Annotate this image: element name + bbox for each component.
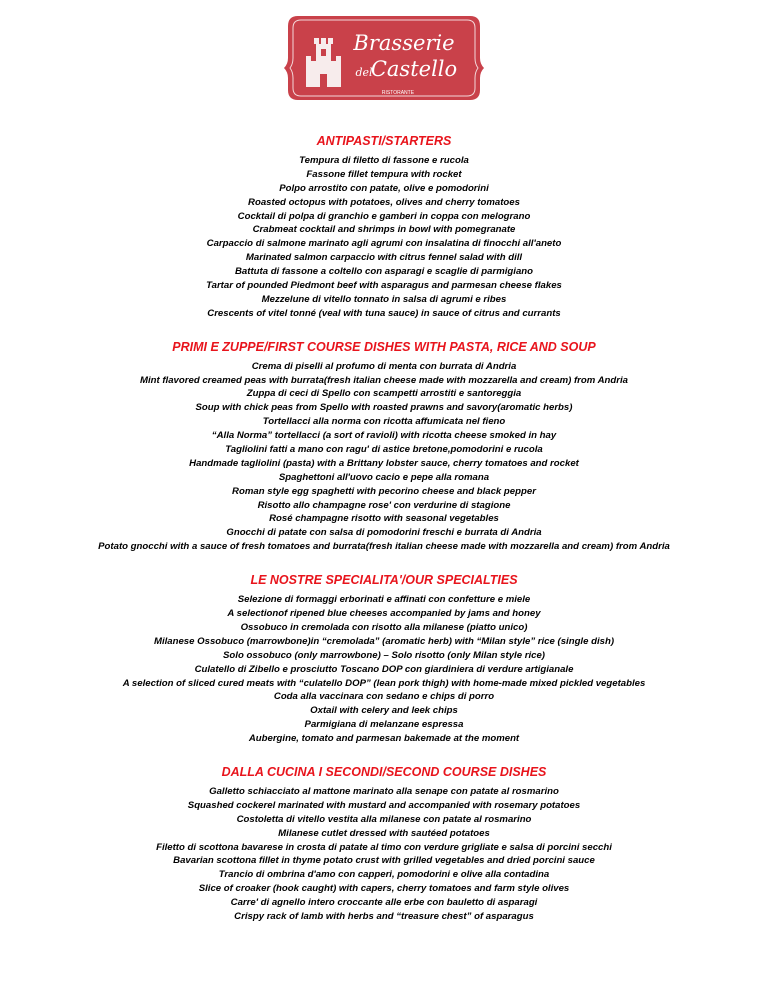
- menu-section: [0, 571, 768, 746]
- menu-content: [0, 132, 768, 924]
- menu-item: Mezzelune di vitello tonnato in salsa di agrumi e ribes: [261, 293, 507, 305]
- logo-text-ristorante: RISTORANTE: [381, 90, 415, 96]
- menu-item: Ossobuco in cremolada con risotto alla milanese (piatto unico): [240, 621, 528, 633]
- menu-section: [0, 763, 768, 924]
- section-gap: [0, 746, 768, 763]
- menu-item: “Alla Norma” tortellacci (a sort of ravioli) with ricotta cheese smoked in hay: [211, 430, 557, 442]
- menu-item: Milanese Ossobuco (marrowbone)in “cremolada” (aromatic herb) with “Milan style” rice (single dish): [153, 635, 615, 647]
- menu-item: Coda alla vaccinara con sedano e chips di porro: [273, 691, 495, 703]
- menu-item: Handmade tagliolini (pasta) with a Brittany lobster sauce, cherry tomatoes and rocket: [189, 457, 579, 469]
- menu-item: Milanese cutlet dressed with sautéed potatoes: [278, 827, 490, 839]
- menu-item: Costoletta di vitello vestita alla milanese con patate al rosmarino: [236, 813, 532, 825]
- logo-text-del: del: [355, 66, 373, 79]
- menu-item: Potato gnocchi with a sauce of fresh tomatoes and burrata(fresh italian cheese made with mozzarella and cream) from Andria: [98, 541, 670, 553]
- section-gap: [0, 321, 768, 338]
- section-title: DALLA CUCINA I SECONDI/SECOND COURSE DISHES: [221, 764, 547, 779]
- menu-item: Parmigiana di melanzane espressa: [304, 719, 464, 731]
- menu-item: Tartar of pounded Piedmont beef with asparagus and parmesan cheese flakes: [206, 280, 562, 292]
- section-title: PRIMI E ZUPPE/FIRST COURSE DISHES WITH PASTA, RICE AND SOUP: [172, 339, 596, 354]
- menu-item: Oxtail with celery and leek chips: [310, 705, 458, 717]
- menu-item: Rosé champagne risotto with seasonal vegetables: [269, 513, 499, 525]
- menu-item: Crescents of vitel tonné (veal with tuna sauce) in sauce of citrus and currants: [207, 307, 561, 319]
- menu-item: Squashed cockerel marinated with mustard and accompanied with rosemary potatoes: [187, 799, 581, 811]
- section-title: ANTIPASTI/STARTERS: [316, 134, 452, 148]
- menu-item: Carpaccio di salmone marinato agli agrumi con insalatina di finocchi all'aneto: [206, 238, 562, 250]
- menu-item: Soup with chick peas from Spello with roasted prawns and savory(aromatic herbs): [195, 402, 573, 414]
- menu-item: Crema di piselli al profumo di menta con burrata di Andria: [251, 360, 517, 372]
- menu-item: Battuta di fassone a coltello con asparagi e scaglie di parmigiano: [234, 266, 534, 278]
- menu-item: Spaghettoni all'uovo cacio e pepe alla romana: [278, 471, 490, 483]
- menu-item: Culatello di Zibello e prosciutto Toscano DOP con giardiniera di verdure artigianale: [194, 663, 574, 675]
- menu-item: Gnocchi di patate con salsa di pomodorini freschi e burrata di Andria: [226, 527, 542, 539]
- menu-item: A selectionof ripened blue cheeses accompanied by jams and honey: [227, 608, 541, 620]
- menu-item: Tagliolini fatti a mano con ragu' di astice bretone,pomodorini e rucola: [225, 444, 543, 456]
- menu-item: Aubergine, tomato and parmesan bakemade at the moment: [248, 733, 520, 745]
- section-title: LE NOSTRE SPECIALITA'/OUR SPECIALTIES: [250, 573, 518, 588]
- menu-item: Bavarian scottona fillet in thyme potato crust with grilled vegetables and dried porcini sauce: [173, 855, 595, 867]
- menu-item: Selezione di formaggi erborinati e affinati con confetture e miele: [237, 594, 531, 606]
- menu-item: Roasted octopus with potatoes, olives and cherry tomatoes: [248, 196, 520, 208]
- logo-text-brasserie: Brasserie: [353, 31, 455, 55]
- menu-item: Tempura di filetto di fassone e rucola: [299, 155, 469, 166]
- menu-item: Marinated salmon carpaccio with citrus fennel salad with dill: [245, 252, 523, 264]
- menu-item: Solo ossobuco (only marrowbone) – Solo risotto (only Milan style rice): [223, 649, 545, 661]
- menu-item: Crabmeat cocktail and shrimps in bowl with pomegranate: [252, 224, 516, 236]
- menu-item: Crispy rack of lamb with herbs and “treasure chest” of asparagus: [234, 910, 534, 922]
- menu-item: Filetto di scottona bavarese in crosta di patate al timo con verdure grigliate e salsa di porcini secchi: [156, 841, 612, 853]
- menu-item: Mint flavored creamed peas with burrata(fresh italian cheese made with mozzarella and cream) from Andria: [139, 374, 628, 386]
- menu-item: Risotto allo champagne rose' con verdurine di stagione: [257, 499, 511, 511]
- menu-item: Zuppa di ceci di Spello con scampetti arrostiti e santoreggia: [246, 388, 522, 400]
- menu-section: [0, 338, 768, 554]
- menu-item: Cocktail di polpa di granchio e gamberi in coppa con melograno: [237, 210, 531, 222]
- menu-item: Tortellacci alla norma con ricotta affumicata nel fieno: [262, 416, 506, 428]
- menu-item: Carre' di agnello intero croccante alle erbe con bauletto di asparagi: [230, 897, 538, 909]
- logo-text-castello: Castello: [370, 57, 458, 81]
- section-gap: [0, 554, 768, 571]
- menu-item: Polpo arrostito con patate, olive e pomodorini: [279, 182, 489, 194]
- menu-item: Fassone fillet tempura with rocket: [306, 168, 462, 180]
- menu-item: Galletto schiacciato al mattone marinato alla senape con patate al rosmarino: [209, 785, 559, 797]
- menu-item: A selection of sliced cured meats with “culatello DOP” (lean pork thigh) with home-made mixed pickled vegetables: [122, 677, 646, 689]
- menu-item: Trancio di ombrina d'amo con capperi, pomodorini e olive alla contadina: [218, 869, 550, 881]
- restaurant-logo: [284, 8, 484, 108]
- menu-item: Slice of croaker (hook caught) with capers, cherry tomatoes and farm style olives: [198, 883, 570, 895]
- menu-section: [0, 132, 768, 321]
- menu-item: Roman style egg spaghetti with pecorino cheese and black pepper: [232, 485, 536, 497]
